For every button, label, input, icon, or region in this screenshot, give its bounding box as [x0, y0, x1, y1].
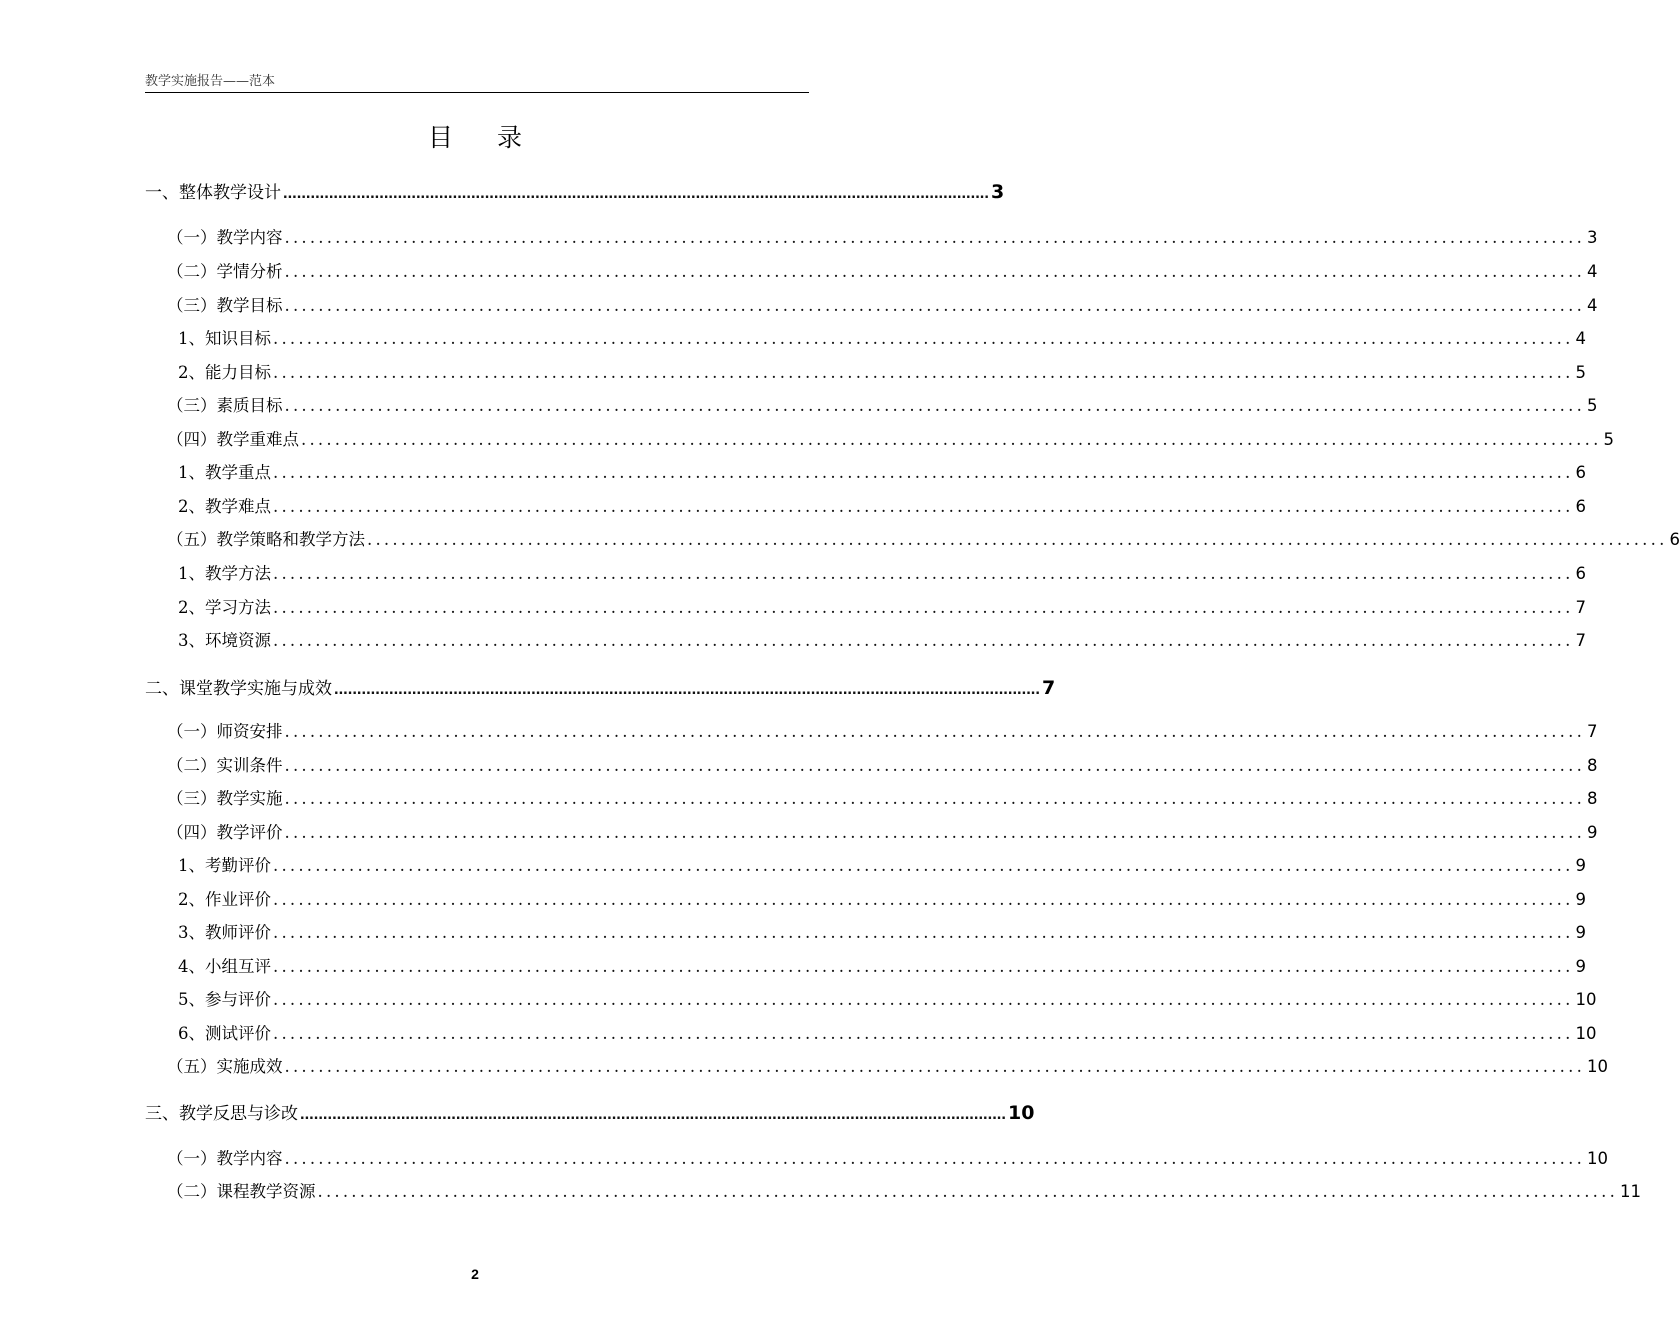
toc-leader-dots: .......................................................................................................................................................... — [284, 756, 1586, 775]
toc-entry-page: 5 — [1587, 396, 1598, 415]
toc-entry-page: 10 — [1575, 1024, 1597, 1043]
toc-entry[interactable] — [145, 754, 1598, 778]
toc-entry-label: 6、测试评价 — [178, 1024, 271, 1043]
toc-entry-page: 9 — [1575, 890, 1587, 909]
toc-entry-page: 7 — [1575, 598, 1587, 617]
toc-entry-page: 4 — [1587, 262, 1598, 281]
toc-entry-label: （四）教学评价 — [167, 823, 283, 842]
toc-leader-dots: .......................................................................................................................................................... — [284, 228, 1586, 247]
toc-entry[interactable] — [145, 1147, 1609, 1171]
toc-entry-page: 6 — [1669, 530, 1680, 549]
toc-entry-label: 一、整体教学设计 — [145, 183, 281, 203]
toc-entry-page: 6 — [1575, 564, 1587, 583]
toc-entry[interactable] — [145, 361, 1587, 385]
toc-leader-dots: .......................................................................................................................................................... — [273, 990, 1574, 1009]
toc-entry-page: 8 — [1587, 789, 1598, 808]
toc-entry[interactable] — [145, 226, 1598, 250]
toc-entry-label: （四）教学重难点 — [167, 430, 299, 449]
toc-entry-label: 2、能力目标 — [178, 363, 271, 382]
toc-entry-page: 6 — [1575, 497, 1587, 516]
toc-entry-label: 三、教学反思与诊改 — [145, 1104, 298, 1124]
toc-chapter-entry[interactable] — [145, 676, 1056, 700]
toc-chapter-entry[interactable] — [145, 180, 1005, 204]
toc-entry-page: 10 — [1587, 1149, 1609, 1168]
toc-entry-page: 10 — [1587, 1057, 1609, 1076]
toc-entry-label: 1、教学重点 — [178, 463, 271, 482]
toc-leader-dots: .......................................................................................................................................................... — [273, 497, 1574, 516]
page-number: 2 — [471, 1266, 479, 1282]
toc-entry-label: （五）教学策略和教学方法 — [167, 530, 365, 549]
toc-entry-label: （一）教学内容 — [167, 228, 283, 247]
toc-leader-dots: .......................................................................................................................................................... — [273, 329, 1574, 348]
toc-leader-dots: .......................................................................................................................................................... — [273, 856, 1574, 875]
toc-leader-dots: .......................................................................................................................................................... — [283, 184, 989, 202]
toc-entry[interactable] — [145, 921, 1587, 945]
toc-entry[interactable] — [145, 260, 1598, 284]
toc-leader-dots: .......................................................................................................................................................... — [273, 923, 1574, 942]
toc-leader-dots: .......................................................................................................................................................... — [273, 363, 1574, 382]
toc-leader-dots: .......................................................................................................................................................... — [317, 1182, 1619, 1201]
toc-entry-label: 3、教师评价 — [178, 923, 271, 942]
toc-leader-dots: .......................................................................................................................................................... — [284, 396, 1586, 415]
toc-chapter-entry[interactable] — [145, 1101, 1035, 1125]
toc-title: 目 录 — [428, 123, 540, 152]
toc-entry[interactable] — [145, 821, 1598, 845]
toc-entry-page: 7 — [1587, 722, 1598, 741]
toc-entry[interactable] — [145, 596, 1587, 620]
toc-entry-page: 10 — [1575, 990, 1597, 1009]
toc-entry[interactable] — [145, 629, 1587, 653]
toc-leader-dots: .......................................................................................................................................................... — [284, 789, 1586, 808]
toc-entry-page: 6 — [1575, 463, 1587, 482]
toc-entry-page: 11 — [1620, 1182, 1642, 1201]
toc-leader-dots: .......................................................................................................................................................... — [284, 262, 1586, 281]
toc-leader-dots: .......................................................................................................................................................... — [284, 1149, 1586, 1168]
toc-entry-page: 7 — [1041, 677, 1056, 699]
toc-entry[interactable] — [145, 294, 1598, 318]
toc-entry[interactable] — [145, 327, 1587, 351]
toc-entry[interactable] — [145, 1180, 1642, 1204]
toc-entry[interactable] — [145, 562, 1587, 586]
toc-entry-page: 3 — [990, 181, 1005, 203]
toc-entry-page: 5 — [1575, 363, 1587, 382]
toc-entry[interactable] — [145, 428, 1615, 452]
toc-entry[interactable] — [145, 495, 1587, 519]
toc-entry-label: （二）学情分析 — [167, 262, 283, 281]
toc-entry-label: （一）师资安排 — [167, 722, 283, 741]
toc-leader-dots: .......................................................................................................................................................... — [273, 598, 1574, 617]
toc-entry[interactable] — [145, 787, 1598, 811]
toc-entry[interactable] — [145, 955, 1587, 979]
toc-leader-dots: .......................................................................................................................................................... — [273, 564, 1574, 583]
toc-entry-label: 2、作业评价 — [178, 890, 271, 909]
toc-entry-label: （一）教学内容 — [167, 1149, 283, 1168]
toc-leader-dots: .......................................................................................................................................................... — [284, 722, 1586, 741]
toc-entry-label: 2、学习方法 — [178, 598, 271, 617]
toc-entry[interactable] — [145, 528, 1680, 552]
toc-entry[interactable] — [145, 720, 1598, 744]
toc-entry-label: （二）课程教学资源 — [167, 1182, 316, 1201]
toc-leader-dots: .......................................................................................................................................................... — [367, 530, 1668, 549]
toc-entry-label: 1、考勤评价 — [178, 856, 271, 875]
toc-leader-dots: .......................................................................................................................................................... — [284, 296, 1586, 315]
toc-entry[interactable] — [145, 854, 1587, 878]
toc-entry-label: 3、环境资源 — [178, 631, 271, 650]
toc-leader-dots: .......................................................................................................................................................... — [273, 631, 1574, 650]
toc-entry[interactable] — [145, 394, 1598, 418]
toc-entry[interactable] — [145, 988, 1597, 1012]
toc-entry-label: 1、知识目标 — [178, 329, 271, 348]
running-header: 教学实施报告——范本 — [145, 70, 809, 93]
toc-entry[interactable] — [145, 461, 1587, 485]
toc-entry-page: 4 — [1587, 296, 1598, 315]
toc-entry[interactable] — [145, 1022, 1597, 1046]
toc-leader-dots: .......................................................................................................................................................... — [284, 1057, 1586, 1076]
toc-entry-page: 4 — [1575, 329, 1587, 348]
toc-entry-page: 7 — [1575, 631, 1587, 650]
toc-leader-dots: .......................................................................................................................................................... — [273, 463, 1574, 482]
toc-entry-page: 9 — [1575, 856, 1587, 875]
toc-leader-dots: .......................................................................................................................................................... — [301, 430, 1602, 449]
toc-entry-page: 9 — [1587, 823, 1598, 842]
toc-entry[interactable] — [145, 1055, 1609, 1079]
toc-entry-page: 9 — [1575, 923, 1587, 942]
toc-entry-label: （五）实施成效 — [167, 1057, 283, 1076]
toc-entry-label: 二、课堂教学实施与成效 — [145, 679, 332, 699]
toc-entry-page: 3 — [1587, 228, 1598, 247]
toc-entry-label: 4、小组互评 — [178, 957, 271, 976]
toc-entry-page: 10 — [1007, 1102, 1035, 1124]
toc-entry[interactable] — [145, 888, 1587, 912]
toc-entry-label: 1、教学方法 — [178, 564, 271, 583]
toc-entry-page: 9 — [1575, 957, 1587, 976]
toc-leader-dots: .......................................................................................................................................................... — [334, 680, 1040, 698]
toc-entry-label: （三）教学实施 — [167, 789, 283, 808]
toc-entry-page: 8 — [1587, 756, 1598, 775]
toc-leader-dots: .......................................................................................................................................................... — [273, 1024, 1574, 1043]
toc-leader-dots: .......................................................................................................................................................... — [284, 823, 1586, 842]
toc-leader-dots: .......................................................................................................................................................... — [300, 1105, 1006, 1123]
toc-entry-label: 2、教学难点 — [178, 497, 271, 516]
toc-leader-dots: .......................................................................................................................................................... — [273, 957, 1574, 976]
toc-entry-label: （二）实训条件 — [167, 756, 283, 775]
toc-leader-dots: .......................................................................................................................................................... — [273, 890, 1574, 909]
toc-entry-label: （三）素质目标 — [167, 396, 283, 415]
toc-entry-label: 5、参与评价 — [178, 990, 271, 1009]
toc-entry-label: （三）教学目标 — [167, 296, 283, 315]
toc-entry-page: 5 — [1603, 430, 1615, 449]
